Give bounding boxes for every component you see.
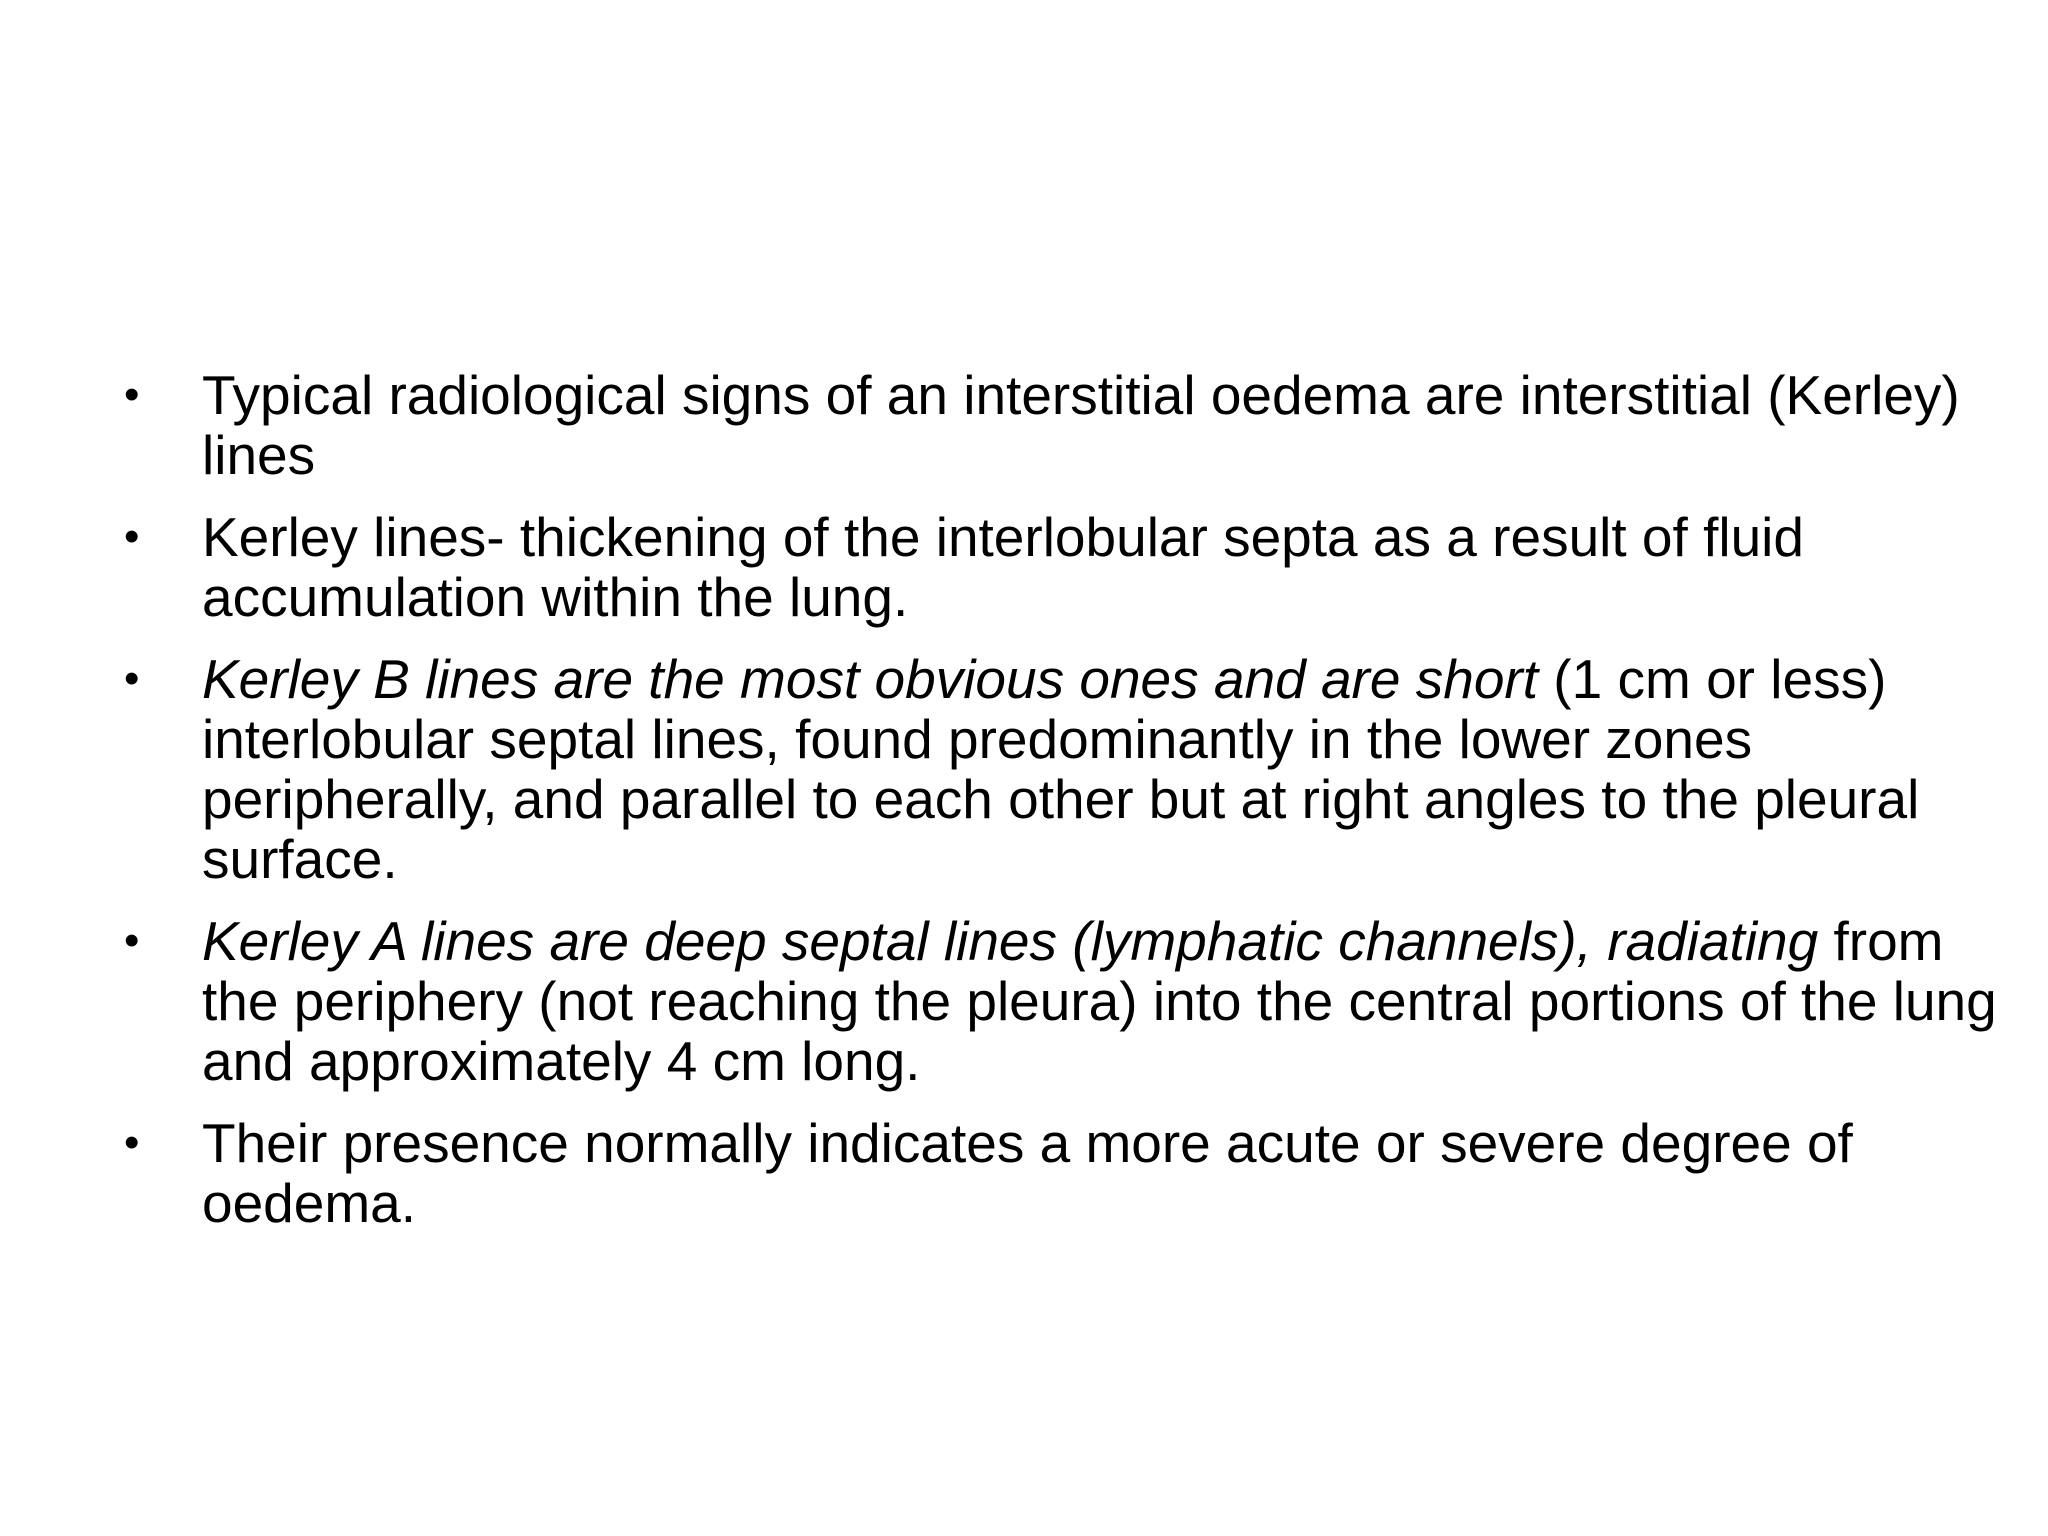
bullet-text: from the periphery (not reaching the pleura) into the central portions of the lung and approximately 4 cm long. [202,910,1997,1092]
bullet-item-1 [0,365,2048,485]
bullet-text-italic: Kerley A lines are deep septal lines (lymphatic channels), radiating [202,910,1819,972]
bullet-text: Kerley lines- thickening of the interlobular septa as a result of fluid accumulation within the lung. [202,506,1804,628]
bullet-item-4 [0,911,2048,1091]
bullet-item-3 [0,649,2048,889]
bullet-text: (1 cm or less) interlobular septal lines, found predominantly in the lower zones peripherally, and parallel to each other but at right angles to the pleural surface. [202,648,1920,890]
bullet-dot-icon: • [124,370,140,419]
bullet-dot-icon: • [124,654,140,703]
bullet-dot-icon: • [124,1118,140,1167]
bullet-dot-icon: • [124,916,140,965]
bullet-item-2 [0,507,2048,627]
bullet-text: Their presence normally indicates a more acute or severe degree of oedema. [202,1112,1853,1234]
bullet-text: Typical radiological signs of an interstitial oedema are interstitial (Kerley) lines [202,364,1960,486]
bullet-text-italic: Kerley B lines are the most obvious ones and are short [202,648,1539,710]
bullet-dot-icon: • [124,512,140,561]
bullet-list [0,365,2048,1255]
bullet-item-5 [0,1113,2048,1233]
